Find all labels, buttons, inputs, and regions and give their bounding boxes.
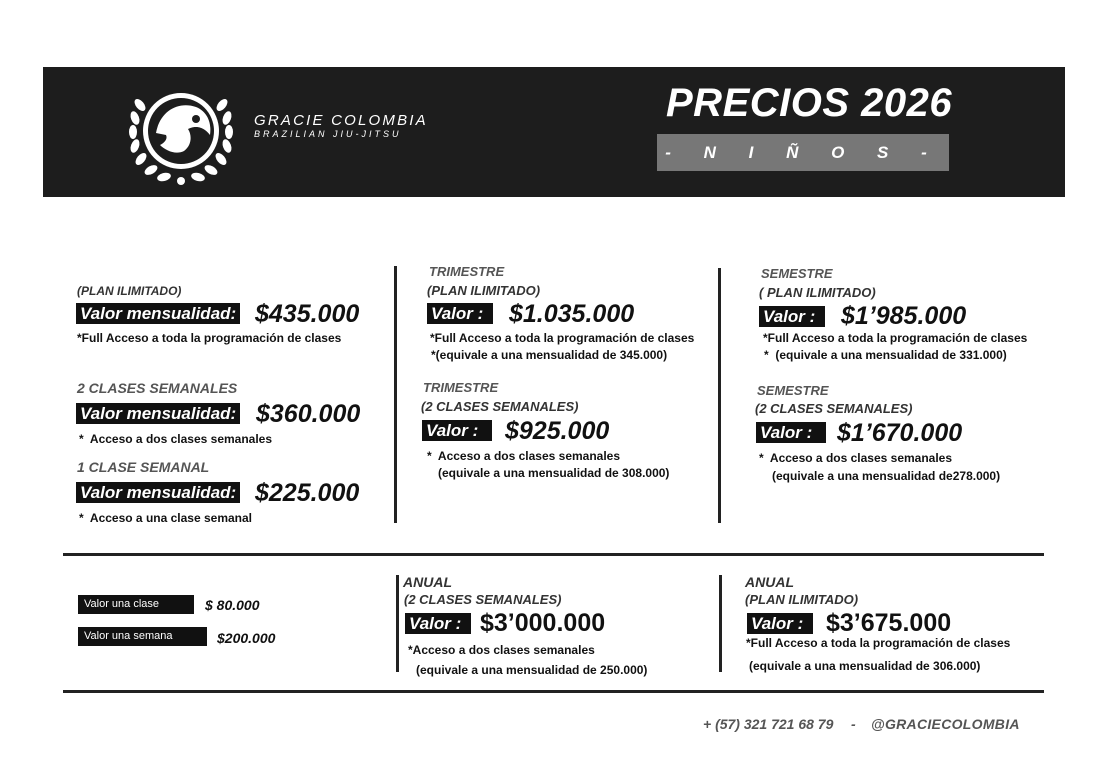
asterisk-icon: * <box>763 331 768 345</box>
single-class-price: $ 80.000 <box>205 597 260 613</box>
annual-two-classes-label: Valor : <box>405 613 471 634</box>
semester-unlimited-price: $1’985.000 <box>841 302 967 330</box>
semester-unlimited-title: SEMESTRE <box>761 266 833 281</box>
monthly-two-classes-heading: 2 CLASES SEMANALES <box>77 380 238 396</box>
column-divider <box>394 266 397 523</box>
quarterly-unlimited-equivalent: *(equivale a una mensualidad de 345.000) <box>431 348 668 362</box>
annual-unlimited-note: *Full Acceso a toda la programación de clases <box>746 636 1011 650</box>
section-divider <box>63 690 1044 693</box>
semester-unlimited-heading: ( PLAN ILIMITADO) <box>759 285 876 300</box>
semester-two-classes-label: Valor : <box>756 422 826 443</box>
quarterly-two-classes-note: * Acceso a dos clases semanales <box>427 449 621 463</box>
asterisk-icon: * <box>79 511 84 525</box>
quarterly-two-classes-price: $925.000 <box>505 417 610 445</box>
brand-name: GRACIE COLOMBIA <box>254 112 428 129</box>
column-divider <box>719 575 722 672</box>
monthly-unlimited-label: Valor mensualidad: <box>76 303 240 324</box>
semester-unlimited-equivalent: * (equivale a una mensualidad de 331.000) <box>764 348 1007 362</box>
annual-two-classes-note: *Acceso a dos clases semanales <box>408 643 595 657</box>
annual-two-classes-equivalent: (equivale a una mensualidad de 250.000) <box>416 663 648 677</box>
asterisk-icon: * <box>759 451 764 465</box>
asterisk-icon: * <box>431 348 436 362</box>
quarterly-two-classes-equivalent: (equivale a una mensualidad de 308.000) <box>438 466 670 480</box>
semester-two-classes-heading: (2 CLASES SEMANALES) <box>755 401 913 416</box>
category-badge: - N I Ñ O S - <box>657 134 949 171</box>
semester-two-classes-equivalent: (equivale a una mensualidad de278.000) <box>772 469 1001 483</box>
asterisk-icon: * <box>430 331 435 345</box>
monthly-two-classes-label: Valor mensualidad: <box>76 403 240 424</box>
asterisk-icon: * <box>746 636 751 650</box>
annual-two-classes-heading: (2 CLASES SEMANALES) <box>404 592 562 607</box>
brand-tagline: BRAZILIAN JIU-JITSU <box>254 129 402 139</box>
column-divider <box>718 268 721 523</box>
monthly-unlimited-price: $435.000 <box>255 300 360 328</box>
monthly-unlimited-note: *Full Acceso a toda la programación de clases <box>77 331 342 345</box>
asterisk-icon: * <box>79 432 84 446</box>
semester-unlimited-note: *Full Acceso a toda la programación de clases <box>763 331 1028 345</box>
single-week-price: $200.000 <box>217 630 276 646</box>
semester-two-classes-title: SEMESTRE <box>757 383 829 398</box>
annual-unlimited-equivalent: (equivale a una mensualidad de 306.000) <box>749 659 981 673</box>
quarterly-unlimited-label: Valor : <box>427 303 493 324</box>
quarterly-unlimited-price: $1.035.000 <box>509 300 635 328</box>
semester-two-classes-note: * Acceso a dos clases semanales <box>759 451 953 465</box>
annual-two-classes-title: ANUAL <box>403 574 452 590</box>
footer-separator: - <box>851 716 856 732</box>
quarterly-unlimited-title: TRIMESTRE <box>429 264 505 279</box>
monthly-two-classes-price: $360.000 <box>256 400 361 428</box>
annual-unlimited-title: ANUAL <box>745 574 794 590</box>
monthly-one-class-heading: 1 CLASE SEMANAL <box>77 459 210 475</box>
quarterly-two-classes-title: TRIMESTRE <box>423 380 499 395</box>
page-title: PRECIOS 2026 <box>666 81 953 125</box>
annual-unlimited-heading: (PLAN ILIMITADO) <box>745 592 859 607</box>
asterisk-icon: * <box>77 331 82 345</box>
single-week-label: Valor una semana <box>78 627 207 646</box>
column-divider <box>396 575 399 672</box>
asterisk-icon: * <box>408 643 413 657</box>
annual-two-classes-price: $3’000.000 <box>480 609 606 637</box>
semester-unlimited-label: Valor : <box>759 306 825 327</box>
header-banner <box>43 67 1065 197</box>
monthly-two-classes-note: * Acceso a dos clases semanales <box>79 432 273 446</box>
asterisk-icon: * <box>764 348 769 362</box>
monthly-unlimited-heading: (PLAN ILIMITADO) <box>77 284 182 298</box>
asterisk-icon: * <box>427 449 432 463</box>
quarterly-two-classes-label: Valor : <box>422 420 492 441</box>
section-divider <box>63 553 1044 556</box>
monthly-one-class-price: $225.000 <box>255 479 360 507</box>
annual-unlimited-label: Valor : <box>747 613 813 634</box>
quarterly-unlimited-note: *Full Acceso a toda la programación de clases <box>430 331 695 345</box>
quarterly-unlimited-heading: (PLAN ILIMITADO) <box>427 283 541 298</box>
quarterly-two-classes-heading: (2 CLASES SEMANALES) <box>421 399 579 414</box>
social-handle: @GRACIECOLOMBIA <box>871 716 1020 732</box>
semester-two-classes-price: $1’670.000 <box>837 419 963 447</box>
annual-unlimited-price: $3’675.000 <box>826 609 952 637</box>
single-class-label: Valor una clase <box>78 595 194 614</box>
gracie-logo-icon <box>126 75 236 187</box>
monthly-one-class-note: * Acceso a una clase semanal <box>79 511 252 525</box>
monthly-one-class-label: Valor mensualidad: <box>76 482 240 503</box>
contact-phone: + (57) 321 721 68 79 <box>703 716 834 732</box>
